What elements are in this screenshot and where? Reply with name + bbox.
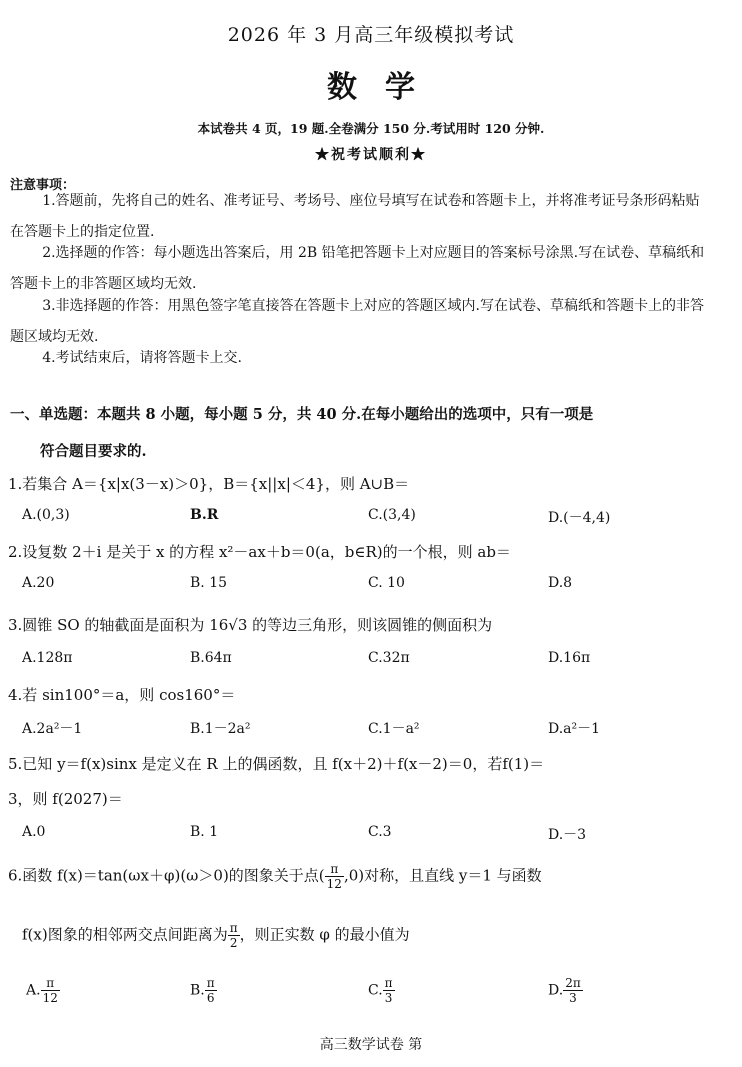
fraction-numerator: π <box>325 862 344 877</box>
note-item: 2.选择题的作答：每小题选出答案后，用 2B 铅笔把答题卡上对应题目的答案标号涂黑.写在试卷、草稿纸和答题卡上的非答题区域均无效. <box>10 245 705 292</box>
fraction <box>41 976 60 1005</box>
fraction-denominator: 6 <box>206 991 215 1005</box>
question-5-option-b: B. 1 <box>190 824 219 840</box>
option-label: C. <box>368 982 383 999</box>
question-2-option-c: C. 10 <box>368 575 405 591</box>
question-6-stem-part: f(x)图象的相邻两交点间距离为 <box>22 925 228 944</box>
question-3-stem: 3.圆锥 SO 的轴截面是面积为 16√3 的等边三角形，则该圆锥的侧面积为 <box>8 616 493 634</box>
page-footer: 高三数学试卷 第 <box>319 1037 423 1053</box>
question-2-option-d: D.8 <box>548 575 573 591</box>
section-heading-cont: 符合题目要求的. <box>40 443 147 460</box>
fraction-numerator: π <box>206 976 215 990</box>
notes-heading: 注意事项： <box>10 178 76 193</box>
fraction-denominator: 3 <box>569 991 577 1005</box>
question-6-stem-part: ，则正实数 φ 的最小值为 <box>239 925 410 944</box>
question-1-option-c: C.(3,4) <box>368 507 416 523</box>
fraction <box>228 921 240 950</box>
question-2-option-a: A.20 <box>22 575 55 591</box>
question-6-stem-part: 6.函数 f(x)＝tan(ωx＋φ)(ω＞0)的图象关于点( <box>8 866 325 885</box>
question-1-option-a: A.(0,3) <box>22 507 70 523</box>
good-luck-banner: ★祝考试顺利★ <box>315 147 427 163</box>
question-4-option-d: D.a²－1 <box>548 721 601 737</box>
question-6-stem <box>8 862 542 891</box>
question-1-stem: 1.若集合 A＝{x|x(3－x)＞0}，B＝{x||x|＜4}，则 A∪B＝ <box>8 475 410 493</box>
section-heading: 一、单选题：本题共 8 小题，每小题 5 分，共 40 分.在每小题给出的选项中，只有一项是 <box>10 406 594 423</box>
subject-title: 数学 <box>327 70 443 105</box>
question-6-stem-part: ,0)对称，且直线 y＝1 与函数 <box>343 866 542 885</box>
fraction <box>383 976 395 1005</box>
fraction <box>325 862 344 891</box>
option-label: D. <box>548 982 564 999</box>
fraction-denominator: 3 <box>384 991 393 1005</box>
question-3-option-b: B.64π <box>190 650 232 666</box>
fraction-numerator: 2π <box>565 976 581 990</box>
question-4-option-a: A.2a²－1 <box>22 721 83 737</box>
question-4-option-b: B.1－2a² <box>190 721 251 737</box>
question-1-option-d: D.(－4,4) <box>548 510 611 526</box>
question-5-option-a: A.0 <box>22 824 46 840</box>
fraction-denominator: 2 <box>229 936 238 950</box>
question-3-option-a: A.128π <box>22 650 73 666</box>
question-6-option-c <box>368 976 395 1005</box>
question-5-option-c: C.3 <box>368 824 392 840</box>
question-4-stem: 4.若 sin100°＝a，则 cos160°＝ <box>8 686 236 704</box>
question-5-stem: 5.已知 y＝f(x)sinx 是定义在 R 上的偶函数，且 f(x＋2)＋f(x－2)＝0，若f(1)＝ <box>8 755 545 773</box>
option-label: A. <box>26 982 41 999</box>
question-5-stem-cont: 3，则 f(2027)＝ <box>8 790 123 808</box>
fraction-numerator: π <box>384 976 393 990</box>
question-4-option-c: C.1－a² <box>368 721 420 737</box>
question-6-option-b <box>190 976 217 1005</box>
fraction-denominator: 12 <box>42 991 58 1005</box>
fraction-denominator: 12 <box>326 877 342 891</box>
question-6-option-a <box>26 976 60 1005</box>
note-item: 3.非选择题的作答：用黑色签字笔直接答在答题卡上对应的答题区域内.写在试卷、草稿纸和答题卡上的非答题区域均无效. <box>10 298 704 345</box>
note-item: 1.答题前，先将自己的姓名、准考证号、考场号、座位号填写在试卷和答题卡上，并将准考证号条形码粘贴在答题卡上的指定位置. <box>10 193 700 240</box>
exam-title: 2026 年 3 月高三年级模拟考试 <box>227 24 515 46</box>
note-item: 4.考试结束后，请将答题卡上交. <box>42 350 242 366</box>
question-1-option-b: B.R <box>190 507 219 523</box>
fraction-numerator: π <box>229 921 238 935</box>
question-3-option-d: D.16π <box>548 650 591 666</box>
question-6-stem-cont <box>22 921 410 950</box>
question-5-option-d: D.－3 <box>548 827 587 843</box>
fraction <box>205 976 217 1005</box>
exam-info: 本试卷共 4 页，19 题.全卷满分 150 分.考试用时 120 分钟. <box>197 121 545 136</box>
option-label: B. <box>190 982 205 999</box>
fraction-numerator: π <box>41 976 60 991</box>
fraction <box>563 976 583 1005</box>
question-3-option-c: C.32π <box>368 650 410 666</box>
question-6-option-d <box>548 976 583 1005</box>
question-2-option-b: B. 15 <box>190 575 228 591</box>
question-2-stem: 2.设复数 2＋i 是关于 x 的方程 x²－ax＋b＝0(a，b∈R)的一个根，则 ab＝ <box>8 543 511 561</box>
